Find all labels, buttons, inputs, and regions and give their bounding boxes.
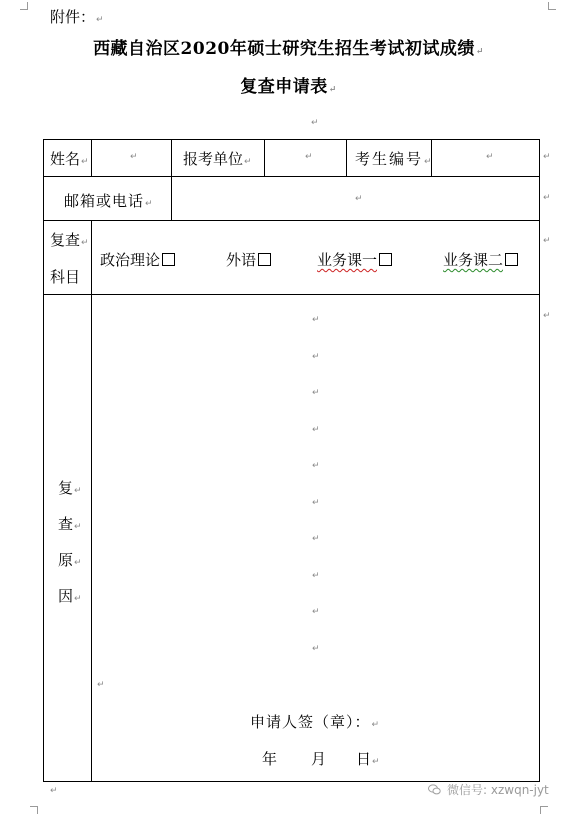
paragraph-mark-icon: ↵: [312, 388, 320, 398]
paragraph-mark-icon: ↵: [74, 522, 82, 532]
exam-number-field[interactable]: [432, 140, 539, 176]
paragraph-mark-icon: ↵: [424, 157, 434, 167]
document-title: 西藏自治区2020年硕士研究生招生考试初试成绩↵: [93, 39, 484, 59]
crop-mark-top-left: [20, 2, 28, 10]
subject-option-foreign-language[interactable]: 外语: [226, 249, 271, 270]
paragraph-mark-icon: ↵: [74, 486, 82, 496]
reason-label-char-4: 因↵: [58, 587, 82, 605]
paragraph-mark-icon: ↵: [311, 118, 319, 128]
paragraph-mark-icon: ↵: [312, 315, 320, 325]
paragraph-mark-icon: ↵: [244, 157, 252, 167]
paragraph-mark-icon: ↵: [74, 594, 82, 604]
reason-label-char-1: 复↵: [58, 479, 82, 497]
paragraph-mark-icon: ↵: [305, 152, 313, 162]
paragraph-mark-icon: ↵: [145, 199, 154, 209]
paragraph-mark-icon: ↵: [130, 152, 138, 162]
subject-option-professional-2[interactable]: 业务课二: [443, 249, 518, 270]
email-or-phone-field[interactable]: [172, 177, 539, 220]
name-field[interactable]: [92, 140, 171, 176]
paragraph-mark-icon: ↵: [97, 680, 105, 690]
paragraph-mark-icon: ↵: [312, 352, 320, 362]
checkbox-empty-icon[interactable]: [505, 253, 518, 266]
paragraph-mark-icon: ↵: [543, 193, 551, 203]
exam-unit-label: 报考单位↵: [183, 150, 252, 168]
paragraph-mark-icon: ↵: [312, 644, 320, 654]
paragraph-mark-icon: ↵: [372, 757, 380, 767]
paragraph-mark-icon: ↵: [543, 152, 551, 162]
paragraph-mark-icon: ↵: [50, 786, 58, 796]
checkbox-empty-icon[interactable]: [162, 253, 175, 266]
paragraph-mark-icon: ↵: [312, 498, 320, 508]
reason-label-char-2: 查↵: [58, 515, 82, 533]
paragraph-mark-icon: ↵: [81, 238, 89, 248]
paragraph-mark-icon: ↵: [312, 571, 320, 581]
wechat-watermark: 微信号: xzwqn-jyt: [447, 783, 549, 797]
crop-mark-bottom-right: [540, 806, 548, 814]
signature-date: 年 月 日↵: [262, 750, 380, 768]
exam-unit-field[interactable]: [265, 140, 346, 176]
reason-text-area[interactable]: [92, 295, 539, 781]
paragraph-mark-icon: ↵: [74, 558, 82, 568]
subject-label-line2: 科目: [50, 268, 81, 286]
paragraph-mark-icon: ↵: [312, 534, 320, 544]
paragraph-mark-icon: ↵: [543, 236, 551, 246]
name-label: 姓名↵: [50, 150, 89, 168]
subject-label-line1: 复查↵: [50, 231, 89, 249]
checkbox-empty-icon[interactable]: [258, 253, 271, 266]
paragraph-mark-icon: ↵: [81, 157, 89, 167]
wechat-icon: [428, 784, 441, 795]
applicant-signature-label: 申请人签（章）：↵: [250, 713, 381, 731]
paragraph-mark-icon: ↵: [328, 85, 337, 95]
paragraph-mark-icon: ↵: [543, 311, 551, 321]
email-or-phone-label: 邮箱或电话↵: [64, 192, 154, 210]
document-subtitle: 复查申请表↵: [240, 77, 337, 97]
crop-mark-top-right: [548, 2, 556, 10]
attachment-label: 附件：↵: [50, 8, 104, 26]
crop-mark-bottom-left: [30, 806, 38, 814]
paragraph-mark-icon: ↵: [312, 461, 320, 471]
reason-label-char-3: 原↵: [58, 551, 82, 569]
paragraph-mark-icon: ↵: [312, 425, 320, 435]
exam-number-label: 考生编号↵: [355, 150, 434, 168]
subject-option-professional-1[interactable]: 业务课一: [317, 249, 392, 270]
checkbox-empty-icon[interactable]: [379, 253, 392, 266]
paragraph-mark-icon: ↵: [312, 607, 320, 617]
paragraph-mark-icon: ↵: [475, 47, 484, 57]
paragraph-mark-icon: ↵: [486, 152, 494, 162]
subject-option-politics[interactable]: 政治理论: [100, 249, 175, 270]
paragraph-mark-icon: ↵: [96, 15, 104, 25]
paragraph-mark-icon: ↵: [371, 720, 381, 730]
paragraph-mark-icon: ↵: [355, 194, 363, 204]
